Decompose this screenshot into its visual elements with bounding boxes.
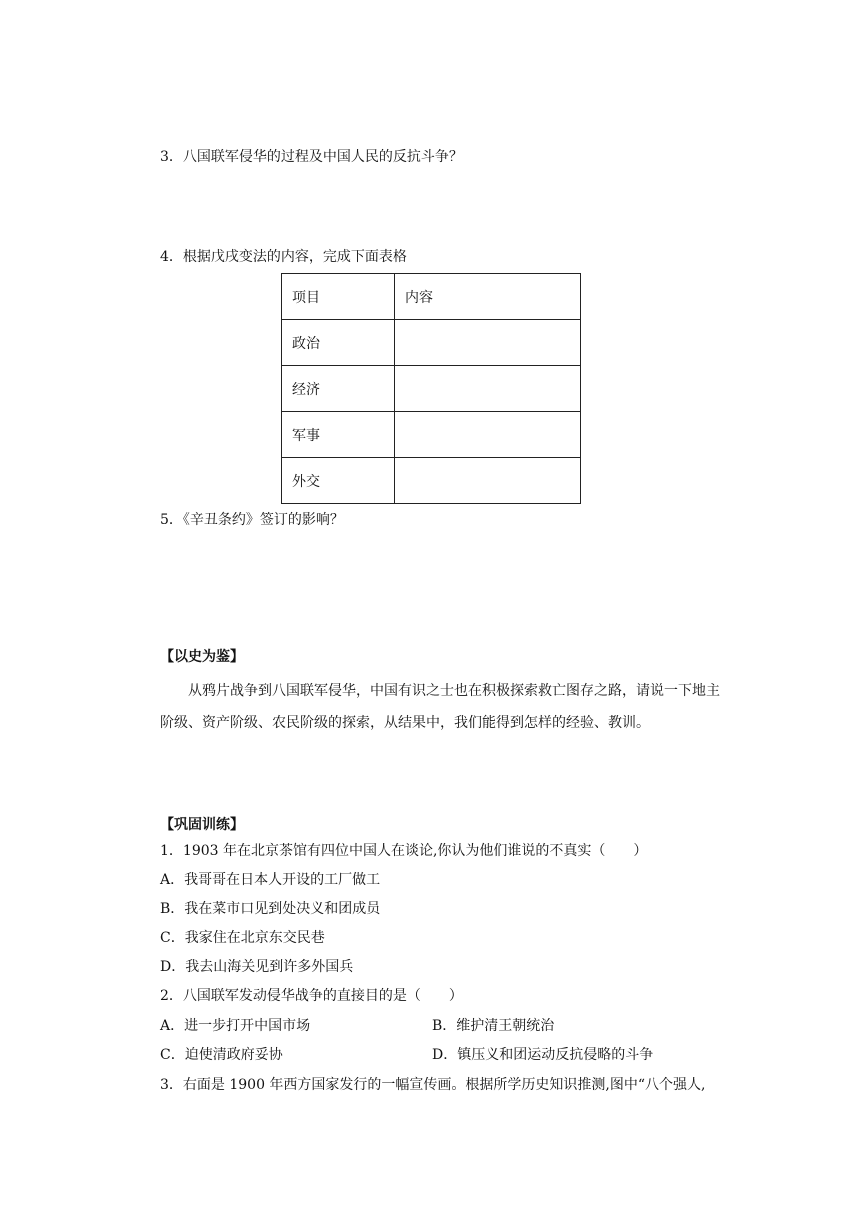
table-cell-item: 政治 xyxy=(282,320,395,366)
table-cell-item: 军事 xyxy=(282,412,395,458)
practice-q2-option-d: D．镇压义和团运动反抗侵略的斗争 xyxy=(432,1047,654,1063)
practice-q1-option-b: B．我在菜市口见到处决义和团成员 xyxy=(160,901,381,917)
table-row xyxy=(282,366,581,412)
question-3: 3．八国联军侵华的过程及中国人民的反抗斗争？ xyxy=(160,149,463,165)
table-row xyxy=(282,320,581,366)
question-4: 4．根据戊戌变法的内容，完成下面表格 xyxy=(160,249,407,265)
reform-table xyxy=(281,273,581,504)
table-header-item: 项目 xyxy=(282,274,395,320)
table-header-content: 内容 xyxy=(395,274,581,320)
table-row xyxy=(282,274,581,320)
practice-question-3: 3．右面是 1900 年西方国家发行的一幅宣传画。根据所学历史知识推测,图中“八个强人, xyxy=(160,1077,706,1093)
practice-q1-option-a: A．我哥哥在日本人开设的工厂做工 xyxy=(160,872,381,888)
section-heading-practice: 【巩固训练】 xyxy=(160,817,244,833)
practice-q1-option-d: D．我去山海关见到许多外国兵 xyxy=(160,959,354,975)
table-row xyxy=(282,412,581,458)
practice-q2-option-b: B．维护清王朝统治 xyxy=(432,1018,555,1034)
practice-q2-option-c: C．迫使清政府妥协 xyxy=(160,1047,283,1063)
practice-q1-option-c: C．我家住在北京东交民巷 xyxy=(160,930,325,946)
table-cell-content[interactable] xyxy=(395,458,581,504)
table-row xyxy=(282,458,581,504)
practice-q2-option-a: A．进一步打开中国市场 xyxy=(160,1018,311,1034)
history-lesson-paragraph-line-1: 从鸦片战争到八国联军侵华，中国有识之士也在积极探索救亡图存之路，请说一下地主 xyxy=(188,683,720,699)
table-cell-content[interactable] xyxy=(395,412,581,458)
history-lesson-paragraph-line-2: 阶级、资产阶级、农民阶级的探索，从结果中，我们能得到怎样的经验、教训。 xyxy=(160,715,650,731)
table-cell-item: 经济 xyxy=(282,366,395,412)
table-cell-item: 外交 xyxy=(282,458,395,504)
section-heading-history-lesson: 【以史为鉴】 xyxy=(160,649,244,665)
question-5: 5．《辛丑条约》签订的影响？ xyxy=(160,512,344,528)
table-cell-content[interactable] xyxy=(395,320,581,366)
practice-question-1: 1．1903 年在北京茶馆有四位中国人在谈论,你认为他们谁说的不真实（ ） xyxy=(160,843,648,859)
practice-question-2: 2．八国联军发动侵华战争的直接目的是（ ） xyxy=(160,988,463,1004)
table-cell-content[interactable] xyxy=(395,366,581,412)
